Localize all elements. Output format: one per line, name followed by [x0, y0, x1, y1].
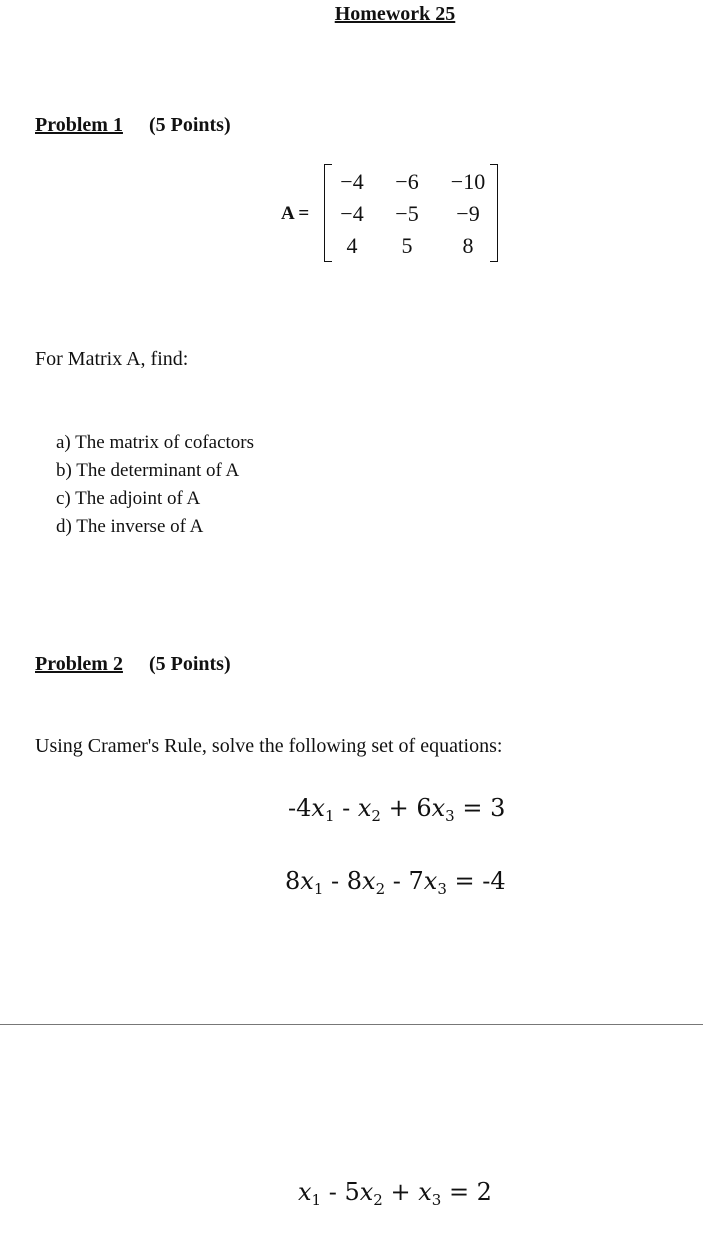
- variable: x: [298, 1178, 312, 1206]
- document-title: Homework 25: [334, 3, 456, 25]
- subscript: 1: [311, 1191, 322, 1209]
- problem-1-prompt: For Matrix A, find:: [35, 348, 189, 370]
- list-item: a) The matrix of cofactors: [56, 432, 255, 453]
- operator: -: [321, 1178, 345, 1206]
- matrix-cell: −6: [395, 169, 419, 194]
- subscript: 1: [324, 807, 335, 825]
- list-item: c) The adjoint of A: [56, 488, 201, 509]
- right-hand-side: = -4: [446, 867, 506, 895]
- subscript: 2: [373, 1191, 383, 1209]
- right-hand-side: = 3: [454, 794, 506, 822]
- subscript: 2: [371, 807, 381, 825]
- variable: x: [300, 867, 314, 895]
- variable: x: [431, 794, 446, 822]
- variable: x: [423, 867, 438, 895]
- subscript: 1: [313, 880, 324, 898]
- list-item: b) The determinant of A: [56, 460, 240, 481]
- variable: x: [357, 794, 372, 822]
- equation-1: [288, 794, 505, 825]
- problem-2-heading: [35, 653, 231, 676]
- coefficient: 7: [408, 867, 424, 895]
- operator: +: [382, 1178, 419, 1206]
- problem-2-prompt: Using Cramer's Rule, solve the following set of equations:: [35, 735, 503, 757]
- matrix-cell: 5: [401, 233, 413, 258]
- right-hand-side: = 2: [441, 1178, 492, 1206]
- matrix-a-label: A =: [281, 203, 310, 224]
- problem-1-heading: [35, 114, 231, 137]
- problem-1-task-list: [56, 429, 254, 541]
- coefficient: -4: [288, 794, 312, 822]
- problem-1-label: Problem 1: [35, 114, 123, 136]
- matrix-cell: 4: [346, 233, 358, 258]
- subscript: 3: [431, 1191, 442, 1209]
- document-title-wrap: [0, 3, 703, 26]
- operator: -: [385, 867, 409, 895]
- matrix-cell: −4: [340, 201, 364, 226]
- matrix-cell: −10: [450, 169, 486, 194]
- variable: x: [311, 794, 325, 822]
- coefficient: 6: [416, 794, 432, 822]
- problem-2-label: Problem 2: [35, 653, 123, 675]
- variable: x: [359, 1178, 374, 1206]
- matrix-cell: −9: [456, 201, 480, 226]
- operator: -: [334, 794, 358, 822]
- subscript: 3: [445, 807, 455, 825]
- list-item: d) The inverse of A: [56, 516, 204, 537]
- subscript: 2: [375, 880, 386, 898]
- problem-1-points: (5 Points): [148, 114, 231, 136]
- matrix-cell: −5: [395, 201, 419, 226]
- subscript: 3: [437, 880, 447, 898]
- operator: +: [380, 794, 417, 822]
- coefficient: 8: [346, 867, 363, 895]
- variable: x: [418, 1178, 432, 1206]
- coefficient: 8: [285, 867, 301, 895]
- equation-3: [298, 1178, 492, 1209]
- equation-2: [285, 867, 506, 898]
- matrix-cell: 8: [462, 233, 474, 258]
- operator: -: [323, 867, 347, 895]
- matrix-cell: −4: [340, 169, 364, 194]
- coefficient: 5: [344, 1178, 360, 1206]
- page-divider: [0, 1024, 703, 1025]
- problem-2-points: (5 Points): [148, 653, 231, 675]
- variable: x: [362, 867, 376, 895]
